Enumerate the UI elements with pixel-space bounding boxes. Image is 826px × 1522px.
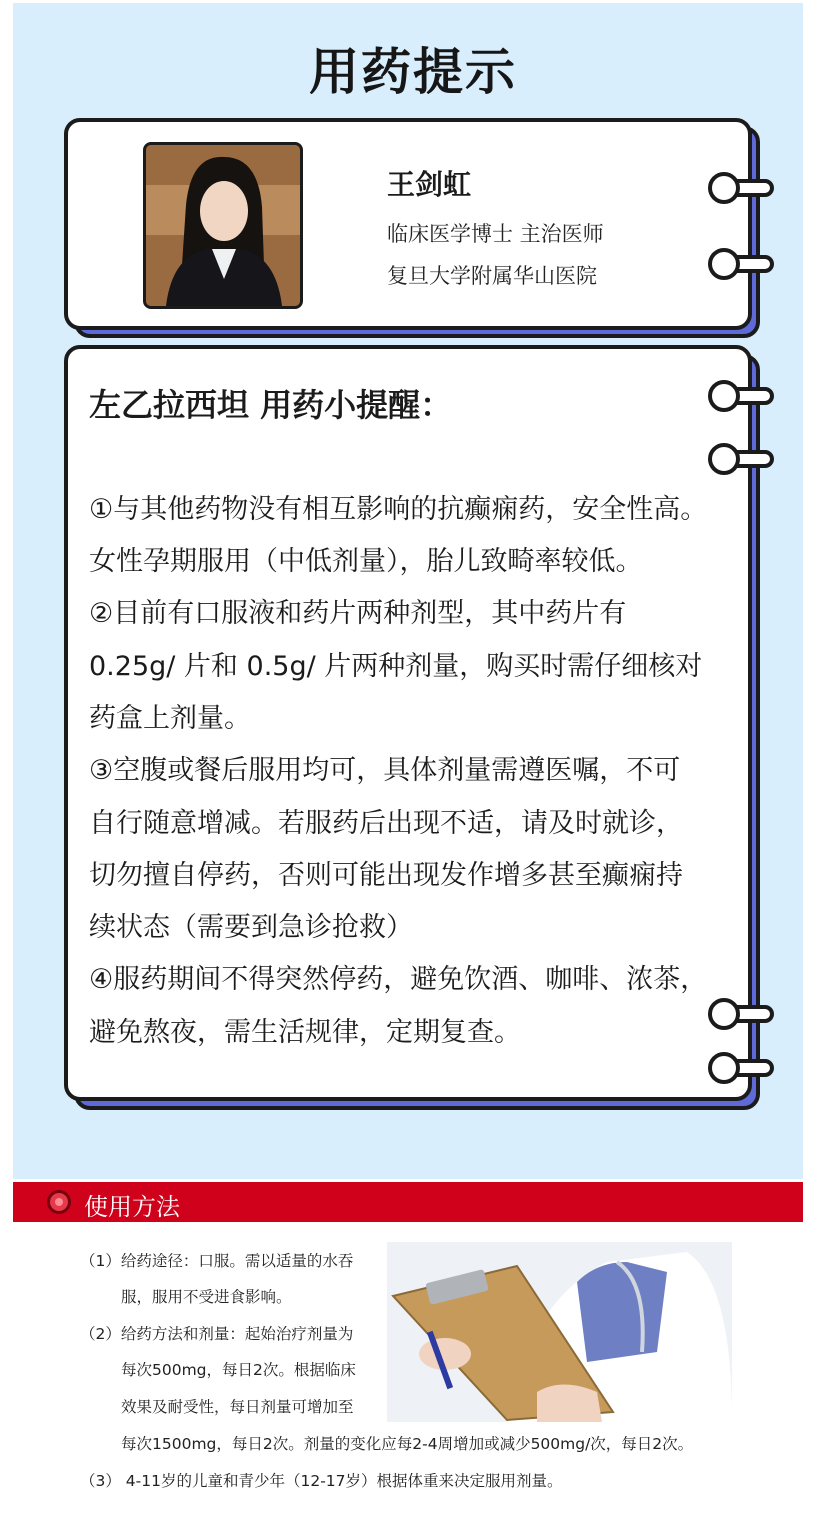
circle-bullet-icon: [47, 1190, 71, 1214]
binder-ring: [708, 248, 772, 280]
usage-line: （1）给药途径：口服。需以适量的水吞: [80, 1252, 354, 1270]
tip-line: 切勿擅自停药，否则可能出现发作增多甚至癫痫持: [89, 860, 683, 891]
tip-line: 自行随意增减。若服药后出现不适，请及时就诊，: [89, 808, 683, 839]
doctor-clipboard-photo: [387, 1242, 732, 1422]
doctor-avatar: [143, 142, 303, 309]
usage-title: 使用方法: [84, 1193, 180, 1221]
tip-line: ①与其他药物没有相互影响的抗癫痫药，安全性高。: [89, 494, 708, 525]
tip-line: 0.25g/ 片和 0.5g/ 片两种剂量，购买时需仔细核对: [89, 651, 703, 682]
tip-line: ②目前有口服液和药片两种剂型，其中药片有: [89, 598, 627, 629]
binder-ring: [708, 443, 772, 475]
usage-line: （2）给药方法和剂量：起始治疗剂量为: [80, 1325, 354, 1343]
binder-ring: [708, 380, 772, 412]
tip-line: ③空腹或餐后服用均可，具体剂量需遵医嘱，不可: [89, 755, 681, 786]
usage-line: （3） 4-11岁的儿童和青少年（12-17岁）根据体重来决定服用剂量。: [80, 1472, 563, 1490]
usage-line: 每次500mg，每日2次。根据临床: [121, 1361, 356, 1379]
binder-ring: [708, 1052, 772, 1084]
tip-line: ④服药期间不得突然停药，避免饮酒、咖啡、浓茶，: [89, 964, 708, 995]
page-title: 用药提示: [309, 43, 517, 101]
tip-line: 女性孕期服用（中低剂量），胎儿致畸率较低。: [89, 546, 643, 577]
binder-ring: [708, 172, 772, 204]
doctor-name: 王剑虹: [387, 168, 472, 201]
doctor-title: 临床医学博士 主治医师: [387, 222, 604, 246]
tips-title: 左乙拉西坦 用药小提醒：: [89, 386, 453, 424]
tip-line: 药盒上剂量。: [89, 703, 251, 734]
tip-line: 续状态（需要到急诊抢救）: [89, 912, 413, 943]
tip-line: 避免熬夜，需生活规律，定期复查。: [89, 1017, 521, 1048]
usage-line: 效果及耐受性，每日剂量可增加至: [121, 1398, 354, 1416]
binder-ring: [708, 998, 772, 1030]
usage-line: 每次1500mg，每日2次。剂量的变化应每2-4周增加或减少500mg/次，每日2次。: [121, 1435, 694, 1453]
usage-line: 服，服用不受进食影响。: [121, 1288, 292, 1306]
doctor-hospital: 复旦大学附属华山医院: [387, 264, 597, 288]
